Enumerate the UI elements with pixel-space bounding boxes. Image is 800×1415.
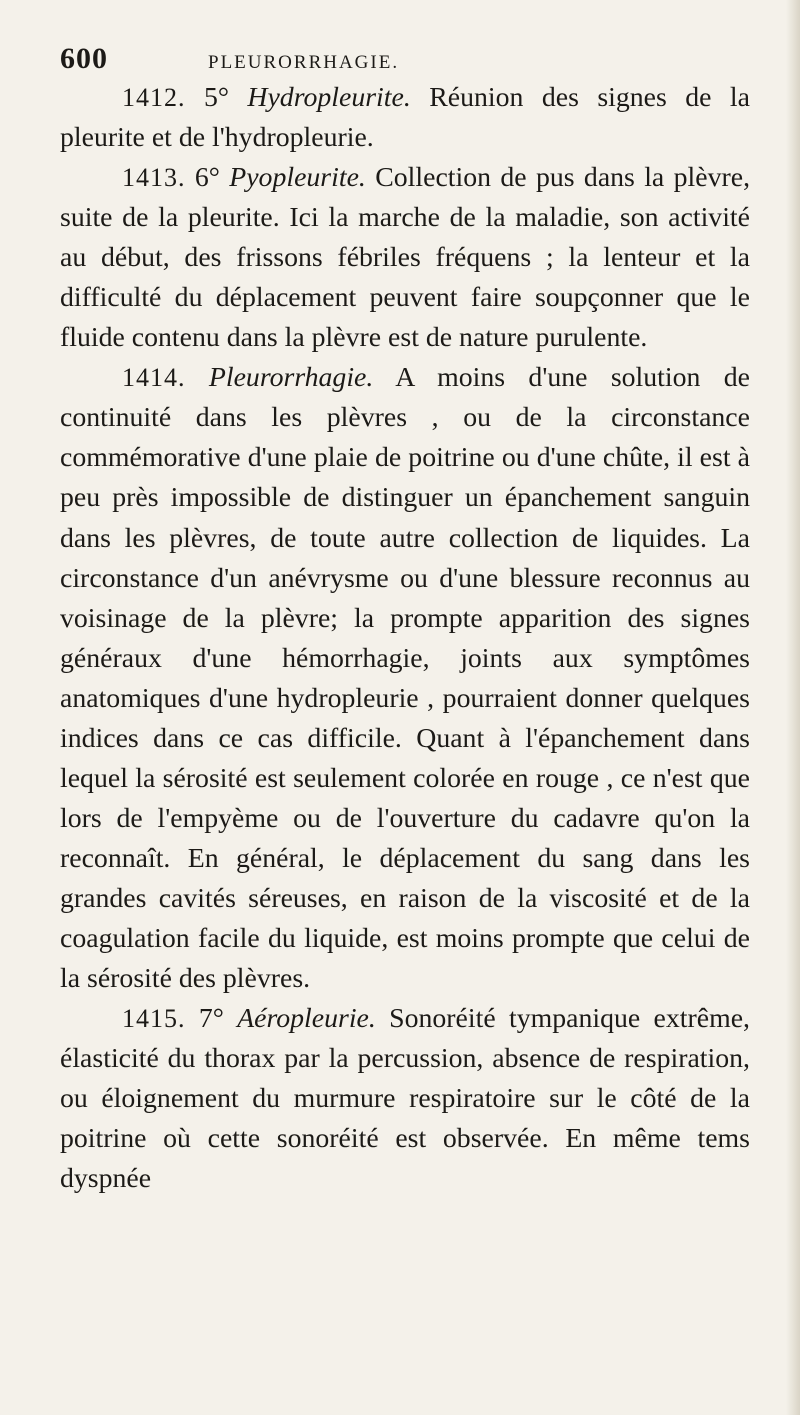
paragraph-text: Sonoréité tympanique extrême, élasticité du thorax par la percussion, absence de respiration, ou éloignement du murmure respiratoire sur le côté de la poitrine où cette sonoréité est observée. En même tems dyspnée: [60, 1003, 750, 1195]
paragraph-text: Réunion des signes de la pleurite et de l'hydropleurie.: [60, 82, 750, 154]
paragraph-text: A moins d'une solution de continuité dans les plèvres , ou de la circonstance commémorative d'une plaie de poitrine ou d'une chûte, il est à peu près impossible de distinguer un épanchement sanguin dans les plèvres, de toute autre collection de liquides. La circonstance d'un anévrysme ou d'une blessure reconnus au voisinage de la plèvre; la prompte apparition des signes généraux d'une hémorrhagie, joints aux symptômes anatomiques d'une hydropleurie , pourraient donner quelques indices dans ce cas difficile. Quant à l'épanchement dans lequel la sérosité est seulement colorée en rouge , ce n'est que lors de l'empyème ou de l'ouverture du cadavre qu'on la reconnaît. En général, le déplacement du sang dans les grandes cavités séreuses, en raison de la viscosité et de la coagulation facile du liquide, est moins prompte que celui de la sérosité des plèvres.: [60, 362, 751, 995]
paragraph-number: 1412.: [122, 83, 186, 112]
paragraph-ordinal: 7°: [198, 1003, 224, 1035]
body-text: [60, 78, 750, 1199]
page-header: [60, 42, 740, 82]
paragraph-term: Aéropleurie.: [237, 1003, 376, 1035]
paragraph-term: Pleurorrhagie.: [208, 362, 374, 394]
running-head: PLEURORRHAGIE.: [208, 52, 400, 73]
paragraph-1413: [60, 158, 750, 358]
paragraph-number: 1415.: [122, 1004, 186, 1034]
paragraph-1415: [60, 999, 750, 1199]
paragraph-text: Collection de pus dans la plèvre, suite de la pleurite. Ici la marche de la maladie, son activité au début, des frissons fébriles fréquens ; la lenteur et la difficulté du déplacement peuvent faire soupçonner que le fluide contenu dans la plèvre est de nature purulente.: [60, 162, 751, 354]
paragraph-number: 1414.: [122, 363, 186, 393]
paragraph-1414: [60, 358, 750, 999]
paragraph-ordinal: 6°: [194, 162, 220, 194]
paragraph-term: Pyopleurite.: [229, 162, 366, 194]
page-edge-shadow: [786, 0, 800, 1415]
page-number: 600: [60, 42, 108, 75]
paragraph-term: Hydropleurite.: [247, 82, 411, 113]
paragraph-1412: [60, 78, 750, 158]
paragraph-ordinal: 5°: [203, 82, 229, 113]
paragraph-number: 1413.: [122, 163, 186, 193]
